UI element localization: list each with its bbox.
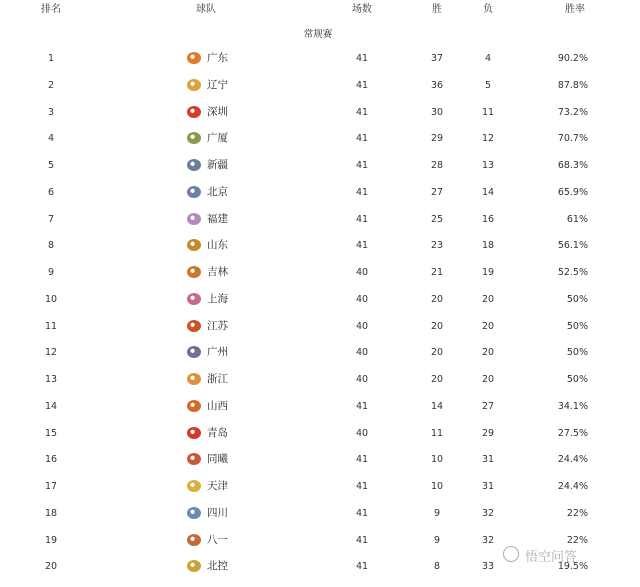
team-name: 新疆 [207,159,228,171]
losses-cell: 20 [481,293,495,305]
team-logo-icon [187,293,201,305]
table-row [0,400,640,427]
wins-cell: 37 [430,53,444,64]
pct-cell: 52.5% [557,267,588,278]
table-row [0,480,640,507]
losses-cell: 20 [481,347,495,359]
team-name: 山东 [207,239,228,252]
team-logo-icon [187,52,201,64]
header-team: 球队 [196,4,216,15]
pct-cell: 50% [566,347,588,359]
pct-cell: 61% [566,213,588,225]
wins-cell: 9 [433,534,441,546]
watermark-text: 悟空问答 [525,550,578,565]
losses-cell: 13 [481,160,495,171]
table-row [0,213,640,240]
team-name: 八一 [207,533,228,546]
team-logo-icon [187,534,201,546]
games-cell: 41 [355,79,369,91]
rank-cell: 1 [47,53,55,64]
team-logo-icon [187,453,201,465]
rank-cell: 12 [44,347,58,359]
losses-cell: 12 [481,133,495,145]
team-logo-icon [187,186,201,198]
wins-cell: 23 [430,240,444,252]
rank-cell: 3 [47,106,55,118]
wins-cell: 10 [430,454,444,466]
team-logo-icon [187,427,201,439]
rank-cell: 2 [47,79,55,91]
team-name: 福建 [207,212,228,225]
pct-cell: 19.5% [557,561,588,573]
games-cell: 40 [355,427,369,439]
header-wins: 胜 [432,4,442,15]
games-cell: 41 [355,240,369,252]
losses-cell: 31 [481,454,495,466]
pct-cell: 50% [566,374,588,385]
games-cell: 41 [355,106,369,118]
team-name: 吉林 [207,266,228,278]
table-row [0,239,640,266]
table-row [0,79,640,106]
losses-cell: 20 [481,320,495,332]
wins-cell: 29 [430,133,444,145]
losses-cell: 4 [484,53,492,64]
rank-cell: 15 [44,427,58,439]
losses-cell: 29 [481,427,495,439]
team-name: 江苏 [207,319,228,332]
rank-cell: 5 [47,160,55,171]
wins-cell: 36 [430,79,444,91]
table-row [0,186,640,213]
rank-cell: 10 [44,293,58,305]
pct-cell: 27.5% [557,427,588,439]
pct-cell: 65.9% [557,186,588,198]
team-logo-icon [187,346,201,358]
pct-cell: 68.3% [557,160,588,171]
games-cell: 41 [355,133,369,145]
wins-cell: 14 [430,400,444,412]
team-name: 广州 [207,346,228,359]
team-name: 天津 [207,480,228,492]
games-cell: 41 [355,507,369,519]
losses-cell: 16 [481,213,495,225]
games-cell: 41 [355,213,369,225]
rank-cell: 4 [47,133,55,145]
wins-cell: 20 [430,374,444,385]
section-label: 常规赛 [303,29,333,40]
table-row [0,132,640,159]
losses-cell: 31 [481,481,495,492]
team-name: 辽宁 [207,78,228,91]
wins-cell: 20 [430,347,444,359]
wins-cell: 8 [433,561,441,573]
pct-cell: 70.7% [557,133,588,145]
team-logo-icon [187,507,201,519]
rank-cell: 20 [44,561,58,573]
table-row [0,159,640,186]
header-losses: 负 [483,4,493,15]
team-logo-icon [187,373,201,385]
wins-cell: 20 [430,320,444,332]
table-row [0,266,640,293]
table-row [0,427,640,454]
rank-cell: 18 [44,507,58,519]
games-cell: 41 [355,534,369,546]
pct-cell: 22% [566,534,588,546]
team-name: 青岛 [207,426,228,439]
losses-cell: 14 [481,186,495,198]
rank-cell: 8 [47,240,55,252]
losses-cell: 20 [481,374,495,385]
team-name: 深圳 [207,105,228,118]
team-name: 北京 [207,185,228,198]
losses-cell: 19 [481,267,495,278]
losses-cell: 18 [481,240,495,252]
games-cell: 41 [355,160,369,171]
rank-cell: 19 [44,534,58,546]
wins-cell: 25 [430,213,444,225]
team-name: 浙江 [207,373,228,385]
team-name: 广厦 [207,132,228,145]
games-cell: 41 [355,561,369,573]
games-cell: 41 [355,454,369,466]
pct-cell: 34.1% [557,400,588,412]
team-logo-icon [187,106,201,118]
team-name: 山西 [207,399,228,412]
wins-cell: 20 [430,293,444,305]
team-logo-icon [187,239,201,251]
pct-cell: 50% [566,320,588,332]
pct-cell: 24.4% [557,454,588,466]
games-cell: 40 [355,374,369,385]
losses-cell: 5 [484,79,492,91]
team-name: 北控 [207,560,228,573]
rank-cell: 17 [44,481,58,492]
losses-cell: 27 [481,400,495,412]
header-games: 场数 [352,4,372,15]
team-logo-icon [187,480,201,492]
team-name: 上海 [207,292,228,305]
wins-cell: 30 [430,106,444,118]
pct-cell: 87.8% [557,79,588,91]
team-logo-icon [187,320,201,332]
rank-cell: 6 [47,186,55,198]
wins-cell: 9 [433,507,441,519]
team-logo-icon [187,132,201,144]
games-cell: 40 [355,347,369,359]
team-logo-icon [187,266,201,278]
wins-cell: 21 [430,267,444,278]
losses-cell: 32 [481,507,495,519]
header-rank: 排名 [41,4,61,15]
games-cell: 41 [355,53,369,64]
table-row [0,453,640,480]
pct-cell: 90.2% [557,53,588,64]
wins-cell: 28 [430,160,444,171]
team-logo-icon [187,159,201,171]
wins-cell: 11 [430,427,444,439]
table-row [0,373,640,400]
team-logo-icon [187,79,201,91]
games-cell: 41 [355,400,369,412]
team-logo-icon [187,400,201,412]
losses-cell: 33 [481,561,495,573]
pct-cell: 24.4% [557,481,588,492]
games-cell: 41 [355,186,369,198]
games-cell: 40 [355,267,369,278]
games-cell: 40 [355,293,369,305]
pct-cell: 73.2% [557,106,588,118]
wukong-logo-icon [503,546,519,562]
pct-cell: 56.1% [557,240,588,252]
team-name: 广东 [207,52,228,64]
rank-cell: 9 [47,267,55,278]
team-logo-icon [187,560,201,572]
table-row [0,293,640,320]
pct-cell: 22% [566,507,588,519]
losses-cell: 11 [481,106,495,118]
rank-cell: 16 [44,454,58,466]
games-cell: 41 [355,481,369,492]
team-logo-icon [187,213,201,225]
losses-cell: 32 [481,534,495,546]
team-name: 四川 [207,506,228,519]
wins-cell: 27 [430,186,444,198]
rank-cell: 13 [44,374,58,385]
header-pct: 胜率 [565,4,585,15]
team-name: 同曦 [207,453,228,466]
rank-cell: 7 [47,213,55,225]
rank-cell: 11 [44,320,58,332]
games-cell: 40 [355,320,369,332]
table-row [0,346,640,373]
wins-cell: 10 [430,481,444,492]
table-row [0,52,640,79]
rank-cell: 14 [44,400,58,412]
pct-cell: 50% [566,293,588,305]
table-row [0,320,640,347]
table-row [0,507,640,534]
table-row [0,106,640,133]
